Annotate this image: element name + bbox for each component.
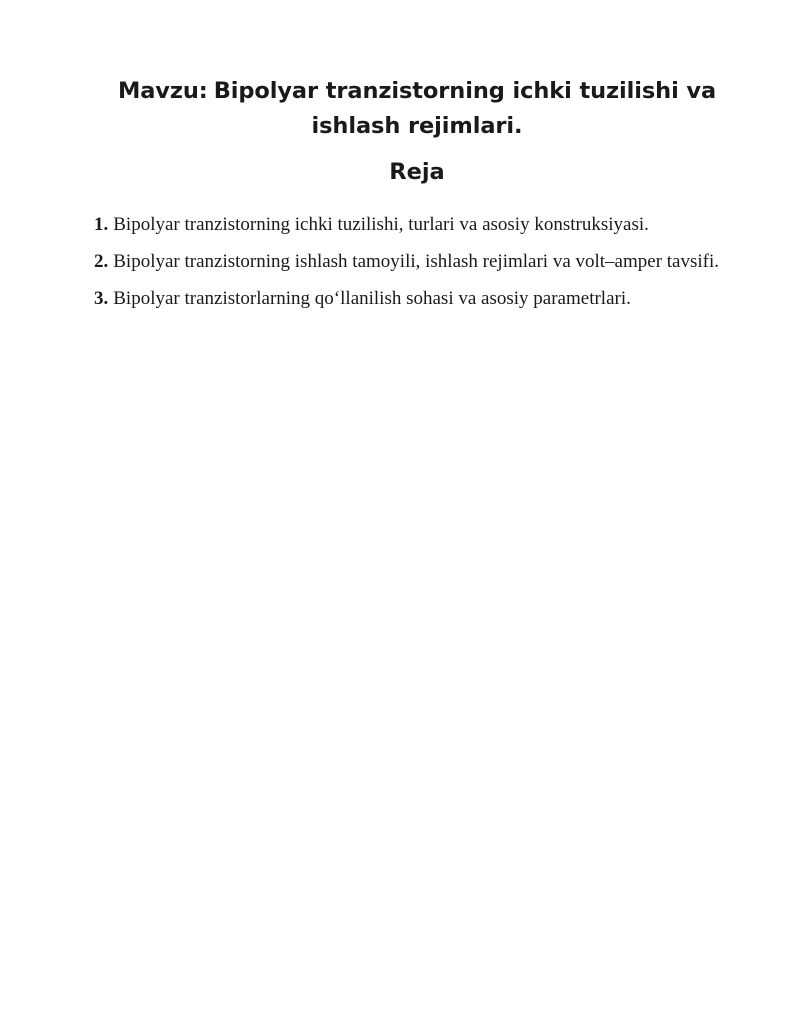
plan-list (94, 206, 720, 317)
plan-item (94, 243, 720, 280)
plan-item-number: 3. (94, 288, 109, 309)
page-title (94, 74, 720, 144)
plan-item (94, 206, 720, 243)
plan-item-text: Bipolyar tranzistorlarning qo‘llanilish sohasi va asosiy parametrlari. (113, 288, 631, 309)
plan-item-number: 2. (94, 251, 109, 272)
plan-item-text: Bipolyar tranzistorning ishlash tamoyili, ishlash rejimlari va volt–amper tavsifi. (113, 251, 720, 272)
plan-item-number: 1. (94, 214, 109, 235)
title-text: Bipolyar tranzistorning ichki tuzilishi va ishlash rejimlari. (213, 78, 717, 139)
section-heading: Reja (389, 159, 445, 185)
plan-item-text: Bipolyar tranzistorning ichki tuzilishi, turlari va asosiy konstruksiyasi. (113, 214, 649, 235)
title-prefix: Mavzu: (117, 78, 208, 104)
plan-item (94, 280, 720, 317)
